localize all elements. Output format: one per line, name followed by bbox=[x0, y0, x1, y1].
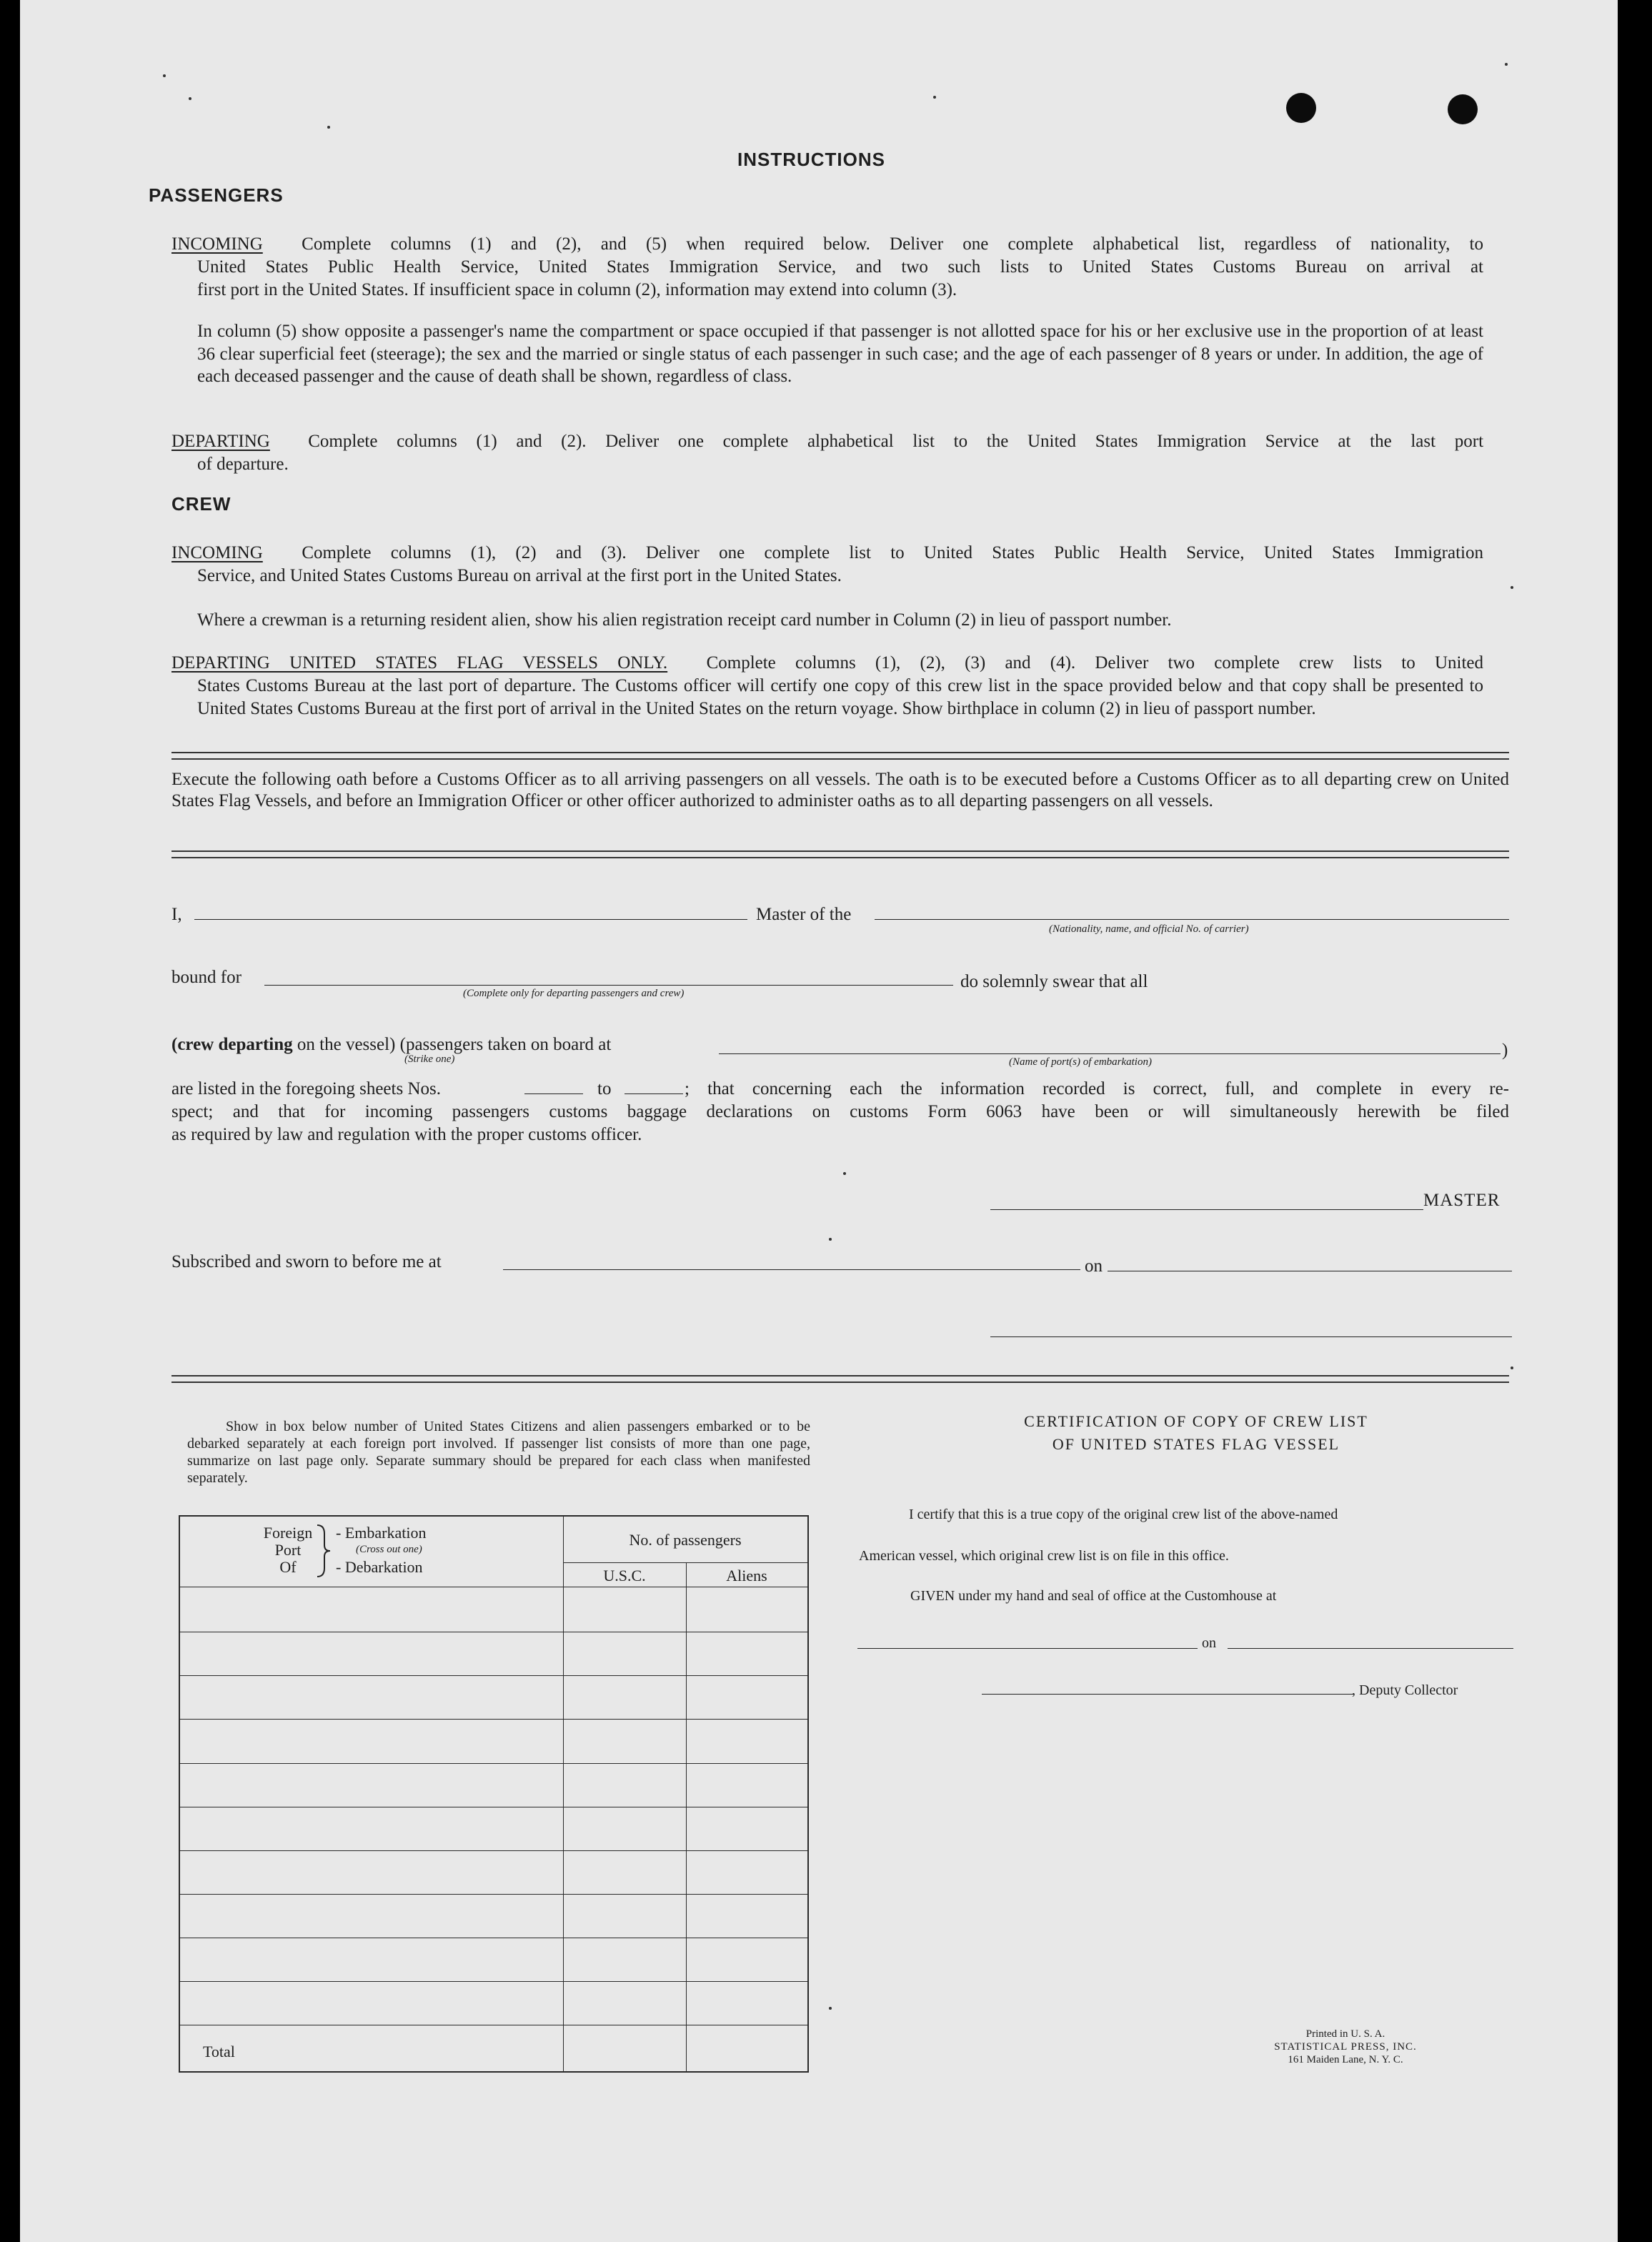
oath-intro: Execute the following oath before a Customs Officer as to all arriving passengers on all vessels. The oath is to be executed before a Customs Officer as to all departing crew on United States Flag Vessels, and before an Immigration Officer or other officer authorized to administer oaths as to all departing passengers on all vessels. bbox=[171, 770, 1509, 810]
master-name-field[interactable] bbox=[194, 919, 747, 920]
listed-sheets-b: ; that concerning each the information recorded is correct, full, and complete in every re- bbox=[685, 1079, 1509, 1098]
cross-out-caption: (Cross out one) bbox=[356, 1544, 422, 1555]
pass-departing-label: DEPARTING bbox=[171, 432, 270, 451]
officer-signature-field[interactable] bbox=[990, 1336, 1512, 1337]
bound-caption: (Complete only for departing passengers and crew) bbox=[463, 988, 685, 999]
swear-label: do solemnly swear that all bbox=[960, 972, 1148, 991]
sworn-place-field[interactable] bbox=[503, 1269, 1080, 1270]
crew-departing-line1 bbox=[171, 652, 1483, 675]
no-of-passengers-header: No. of passengers bbox=[629, 1531, 742, 1549]
pass-incoming-line2: United States Public Health Service, United States Immigration Service, and two such lists to United States Customs Bureau on arrival at bbox=[197, 257, 1483, 277]
on-vessel-text: on the vessel) bbox=[297, 1035, 396, 1054]
divider-rule bbox=[171, 752, 1509, 760]
ports-caption: (Name of port(s) of embarkation) bbox=[1009, 1056, 1152, 1068]
pass-incoming-line3: first port in the United States. If insufficient space in column (2), information may extend into column (3). bbox=[197, 280, 957, 299]
speck bbox=[1505, 63, 1508, 66]
crew-departing-label: DEPARTING UNITED STATES FLAG VESSELS ONLY. bbox=[171, 653, 668, 673]
speck bbox=[829, 2007, 832, 2010]
pass-incoming-line1 bbox=[171, 233, 1483, 256]
ports-field[interactable] bbox=[719, 1053, 1501, 1054]
deputy-collector-label: , Deputy Collector bbox=[1352, 1682, 1458, 1698]
speck bbox=[843, 1172, 846, 1175]
form-page bbox=[20, 0, 1618, 2242]
summary-instructions: Show in box below number of United States Citizens and alien passengers embarked or to be debarked separately at each foreign port involved. If passenger list consists of more than one page, summarize on last page only. Separate summary should be prepared for each class when manifested separately. bbox=[187, 1419, 810, 1486]
master-label: MASTER bbox=[1423, 1191, 1501, 1210]
pass-departing-line1 bbox=[171, 430, 1483, 453]
crew-incoming-text1: Complete columns (1), (2) and (3). Deliver one complete list to United States Public Health Service, United States Immigration bbox=[302, 543, 1483, 562]
passengers-heading: PASSENGERS bbox=[149, 184, 284, 206]
certification-date-field[interactable] bbox=[1228, 1648, 1513, 1649]
speck bbox=[933, 96, 936, 99]
foreign-label: Foreign bbox=[263, 1524, 313, 1542]
master-signature-field[interactable] bbox=[990, 1209, 1423, 1210]
punch-hole-left bbox=[1286, 93, 1316, 123]
aliens-header: Aliens bbox=[726, 1567, 767, 1584]
divider-rule bbox=[171, 1375, 1509, 1383]
usc-header: U.S.C. bbox=[603, 1567, 646, 1584]
debarkation-label[interactable]: - Debarkation bbox=[336, 1558, 423, 1576]
carrier-field[interactable] bbox=[875, 919, 1509, 920]
bound-for-label: bound for bbox=[171, 968, 242, 987]
speck bbox=[829, 1238, 832, 1241]
bound-for-field[interactable] bbox=[264, 985, 953, 986]
crew-heading: CREW bbox=[171, 493, 232, 515]
certify-line1: I certify that this is a true copy of the original crew list of the above-named bbox=[909, 1507, 1338, 1522]
crew-incoming-line2: Service, and United States Customs Bureau on arrival at the first port in the United States. bbox=[197, 566, 842, 585]
pass-incoming-label: INCOMING bbox=[171, 234, 263, 254]
crew-passengers-line bbox=[171, 1033, 611, 1056]
crew-incoming-label: INCOMING bbox=[171, 543, 263, 562]
punch-hole-right bbox=[1448, 94, 1478, 124]
embarkation-label[interactable]: - Embarkation bbox=[336, 1524, 427, 1542]
oath-i-label: I, bbox=[171, 905, 182, 924]
crewman-note: Where a crewman is a returning resident alien, show his alien registration receipt card number in Column (2) in lieu of passport number. bbox=[197, 610, 1172, 630]
instructions-title: INSTRUCTIONS bbox=[737, 149, 885, 170]
port-label: Port bbox=[274, 1541, 302, 1559]
speck bbox=[189, 97, 191, 100]
speck bbox=[163, 74, 166, 77]
certification-title-2: OF UNITED STATES FLAG VESSEL bbox=[1052, 1435, 1340, 1453]
printer-line1: Printed in U. S. A. bbox=[1305, 2028, 1385, 2040]
sworn-on-label: on bbox=[1085, 1256, 1103, 1276]
pass-departing-text1: Complete columns (1) and (2). Deliver one complete alphabetical list to the United States Immigration Service at the last port bbox=[308, 432, 1484, 451]
customhouse-place-field[interactable] bbox=[857, 1648, 1198, 1649]
certification-title-1: CERTIFICATION OF COPY OF CREW LIST bbox=[1024, 1412, 1368, 1430]
carrier-caption: (Nationality, name, and official No. of carrier) bbox=[1049, 923, 1249, 935]
crew-departing-rest: States Customs Bureau at the last port of departure. The Customs officer will certify one copy of this crew list in the space provided below and that copy shall be presented to United States Customs Bureau at the first port of arrival in the United States on the return voyage. Show birthplace in column (2) in lieu of passport number. bbox=[197, 676, 1483, 718]
brace-icon bbox=[314, 1524, 332, 1578]
printer-line2: STATISTICAL PRESS, INC. bbox=[1274, 2041, 1417, 2053]
listed-sheets-a: are listed in the foregoing sheets Nos. bbox=[171, 1079, 441, 1098]
listed-to: to bbox=[597, 1079, 612, 1098]
sheet-to-field[interactable] bbox=[625, 1093, 683, 1094]
certify-line2: American vessel, which original crew list is on file in this office. bbox=[859, 1548, 1229, 1564]
master-of-label: Master of the bbox=[756, 905, 852, 924]
printer-line3: 161 Maiden Lane, N. Y. C. bbox=[1288, 2054, 1403, 2065]
certification-on-label: on bbox=[1202, 1635, 1216, 1651]
sheet-from-field[interactable] bbox=[524, 1093, 583, 1094]
strike-one-caption: (Strike one) bbox=[404, 1053, 455, 1065]
subscribed-label: Subscribed and sworn to before me at bbox=[171, 1252, 442, 1271]
crew-departing-text1: Complete columns (1), (2), (3) and (4). Deliver two complete crew lists to United bbox=[706, 653, 1483, 673]
column5-paragraph: In column (5) show opposite a passenger's name the compartment or space occupied if that passenger is not allotted space for his or her exclusive use in the proportion of at least 36 clear superficial feet (steerage); the sex and the married or single status of each passenger in such case; and the age of each passenger of 8 years or under. In addition, the age of each deceased passenger and the cause of death shall be shown, regardless of class. bbox=[197, 322, 1483, 386]
speck bbox=[327, 126, 330, 129]
listed-line2: spect; and that for incoming passengers customs baggage declarations on customs Form 6063 have been or will simultaneously herewith be filed bbox=[171, 1102, 1509, 1121]
pass-departing-line2: of departure. bbox=[197, 455, 289, 474]
crew-departing-option[interactable]: (crew departing bbox=[171, 1035, 293, 1054]
listed-line3: as required by law and regulation with the proper customs officer. bbox=[171, 1125, 642, 1144]
total-label: Total bbox=[203, 2043, 235, 2060]
crew-incoming-line1 bbox=[171, 542, 1483, 565]
close-paren: ) bbox=[1502, 1041, 1508, 1060]
speck bbox=[1511, 1366, 1513, 1369]
summary-table bbox=[179, 1515, 809, 2073]
deputy-signature-field[interactable] bbox=[982, 1694, 1353, 1695]
divider-rule bbox=[171, 850, 1509, 858]
passengers-option[interactable]: (passengers taken on board at bbox=[399, 1035, 612, 1054]
speck bbox=[1511, 586, 1513, 589]
pass-incoming-text1: Complete columns (1) and (2), and (5) when required below. Deliver one complete alphabetical list, regardless of nationality, to bbox=[302, 234, 1484, 254]
given-line: GIVEN under my hand and seal of office at the Customhouse at bbox=[910, 1588, 1277, 1604]
of-label: Of bbox=[279, 1558, 297, 1576]
